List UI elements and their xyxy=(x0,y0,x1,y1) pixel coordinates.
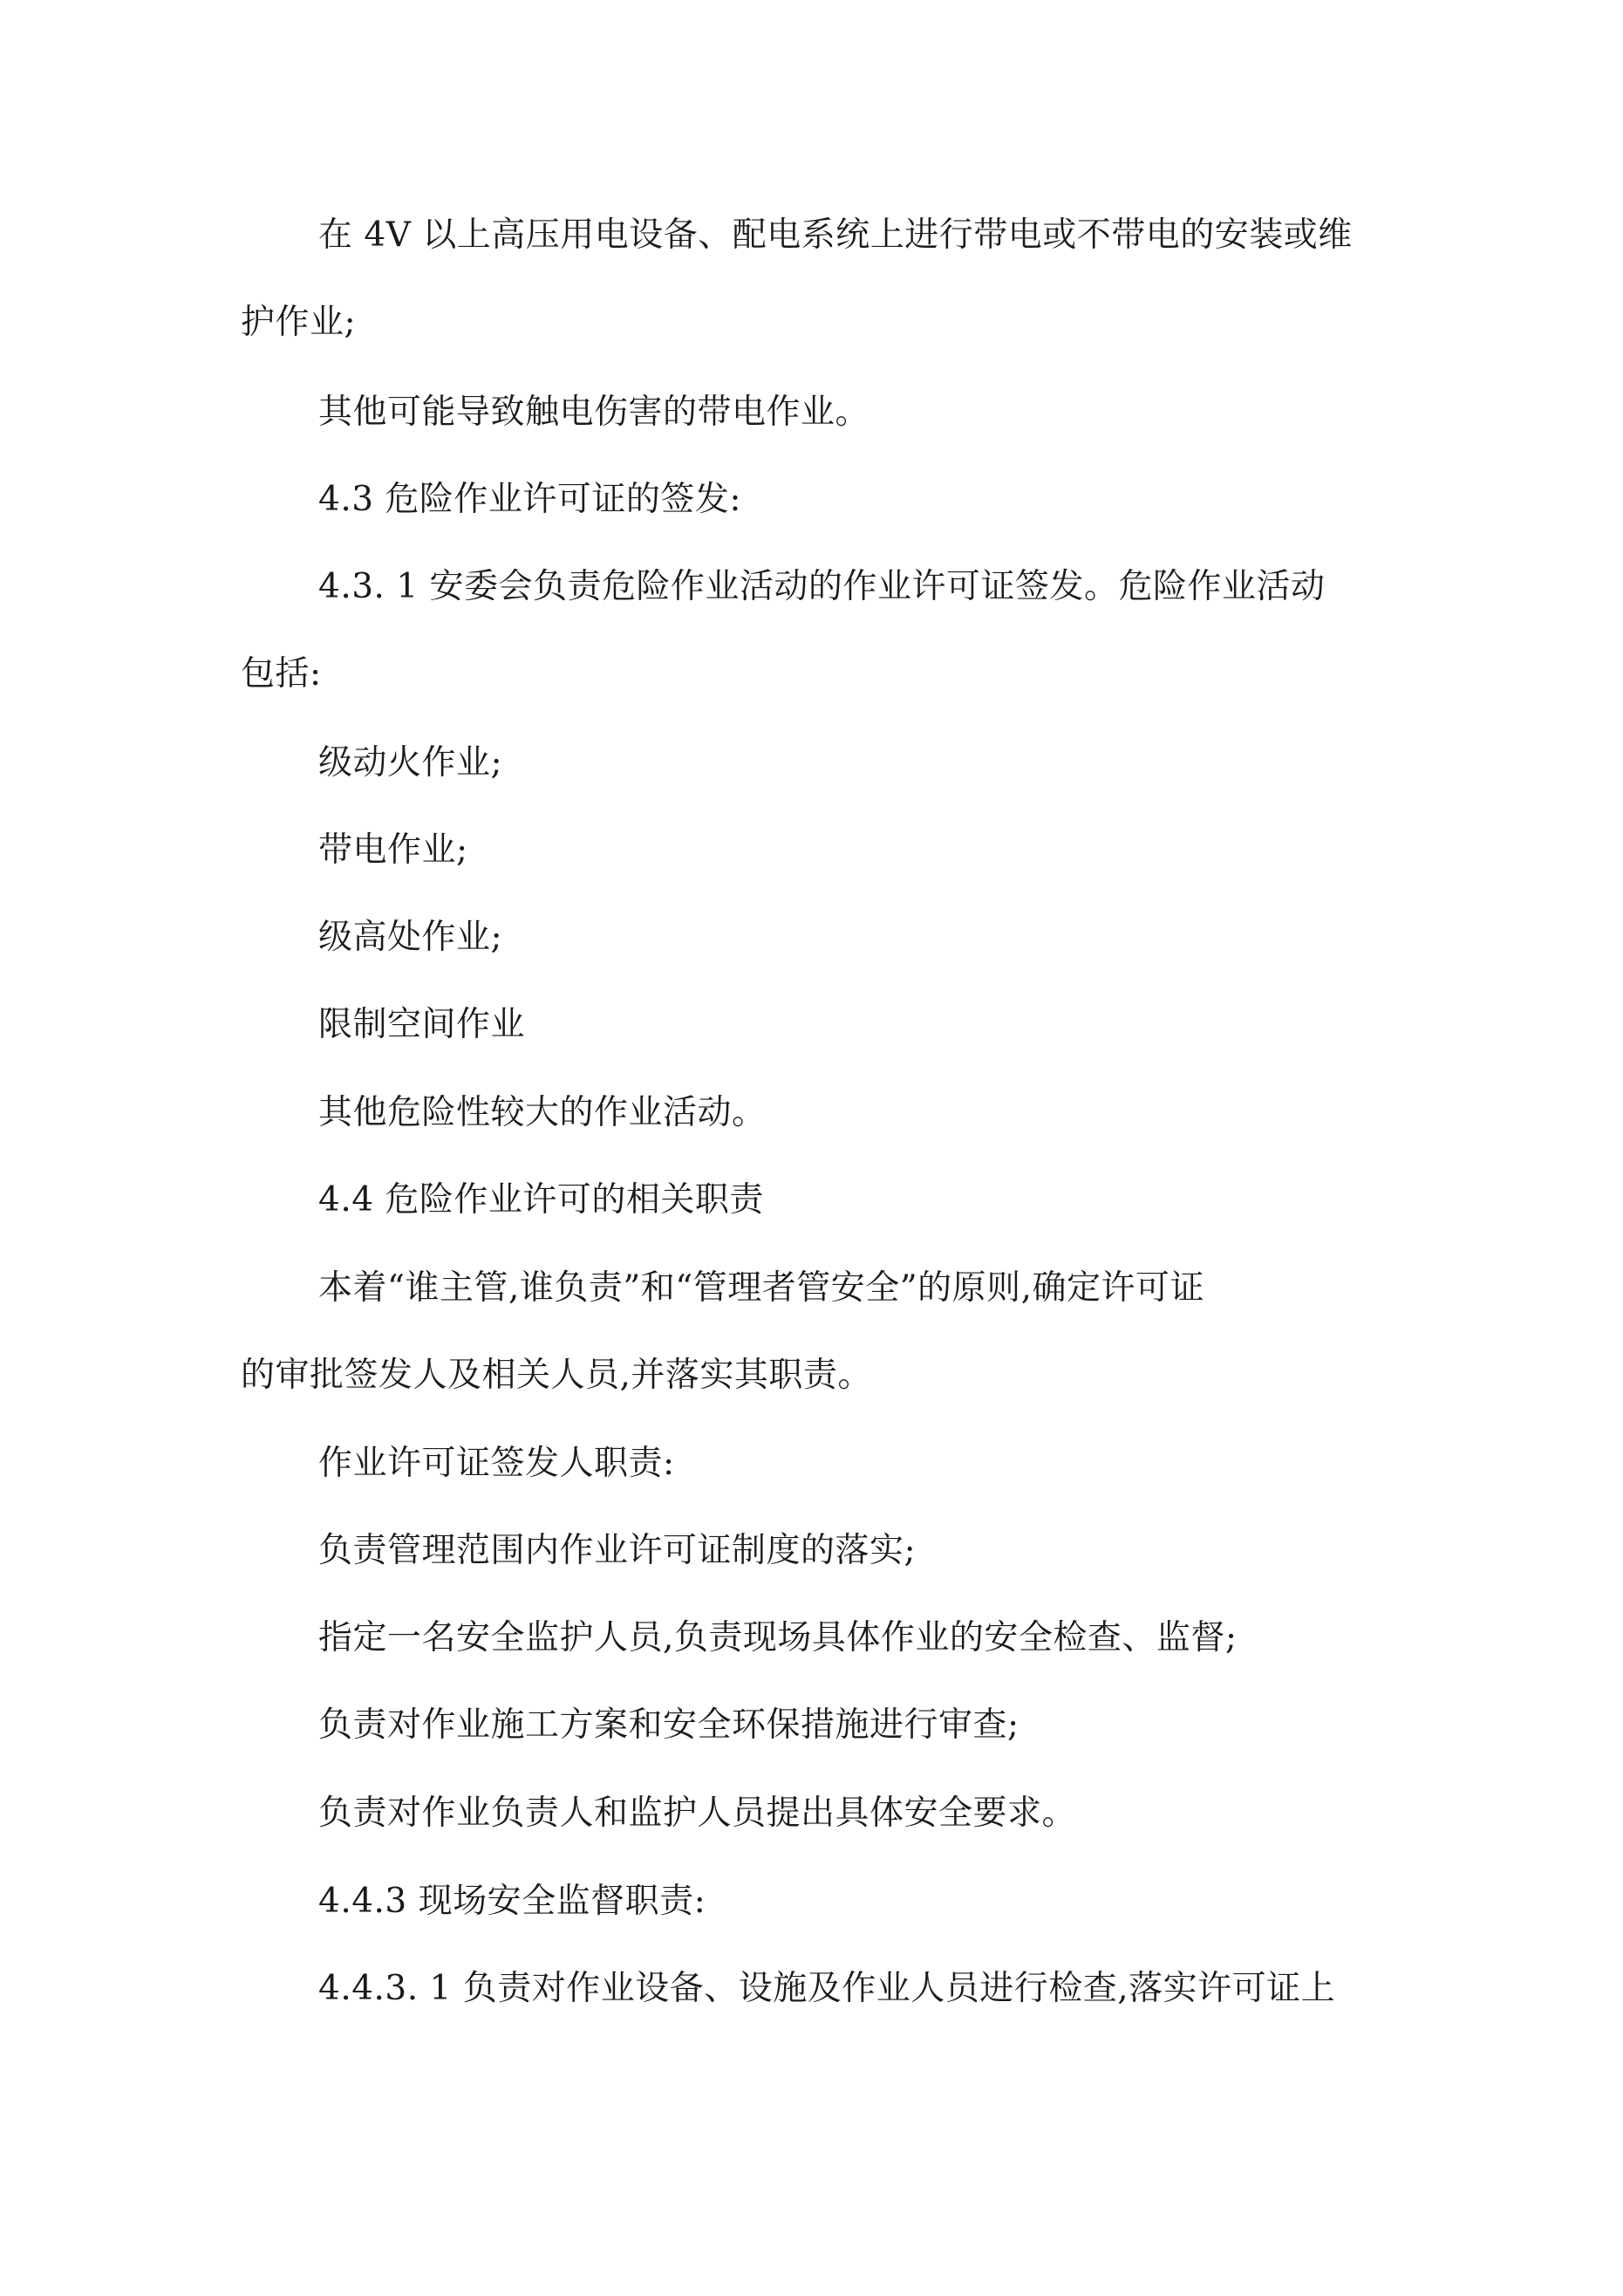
paragraph-line: 的审批签发人及相关人员,并落实其职责。 xyxy=(241,1356,872,1395)
paragraph-line: 包括: xyxy=(241,654,322,694)
list-item: 负责管理范围内作业许可证制度的落实; xyxy=(318,1531,917,1570)
paragraph-line: 其他可能导致触电伤害的带电作业。 xyxy=(318,393,870,432)
list-item: 其他危险性较大的作业活动。 xyxy=(318,1093,767,1132)
list-item: 限制空间作业 xyxy=(318,1005,526,1044)
section-heading: 4.3 危险作业许可证的签发: xyxy=(318,480,742,519)
list-item: 带电作业; xyxy=(318,830,468,870)
list-item: 负责对作业负责人和监护人员提出具体安全要求。 xyxy=(318,1794,1077,1833)
list-item: 级高处作业; xyxy=(318,918,503,957)
paragraph-line: 4.4.3. 1 负责对作业设备、设施及作业人员进行检查,落实许可证上 xyxy=(318,1969,1336,2008)
paragraph-line: 护作业; xyxy=(241,303,357,342)
section-heading: 4.4.3 现场安全监督职责: xyxy=(318,1882,706,1921)
list-item: 指定一名安全监护人员,负责现场具体作业的安全检查、监督; xyxy=(318,1618,1238,1657)
section-heading: 4.4 危险作业许可的相关职责 xyxy=(318,1180,764,1220)
subsection-heading: 作业许可证签发人职责: xyxy=(318,1444,675,1483)
paragraph-line: 在 4V 以上高压用电设备、配电系统上进行带电或不带电的安装或维 xyxy=(318,215,1353,255)
paragraph-line: 4.3. 1 安委会负责危险作业活动的作业许可证签发。危险作业活动 xyxy=(318,567,1326,606)
list-item: 级动火作业; xyxy=(318,743,503,782)
paragraph-line: 本着“谁主管,谁负责”和“管理者管安全”的原则,确定许可证 xyxy=(318,1268,1205,1308)
list-item: 负责对作业施工方案和安全环保措施进行审查; xyxy=(318,1705,1019,1745)
